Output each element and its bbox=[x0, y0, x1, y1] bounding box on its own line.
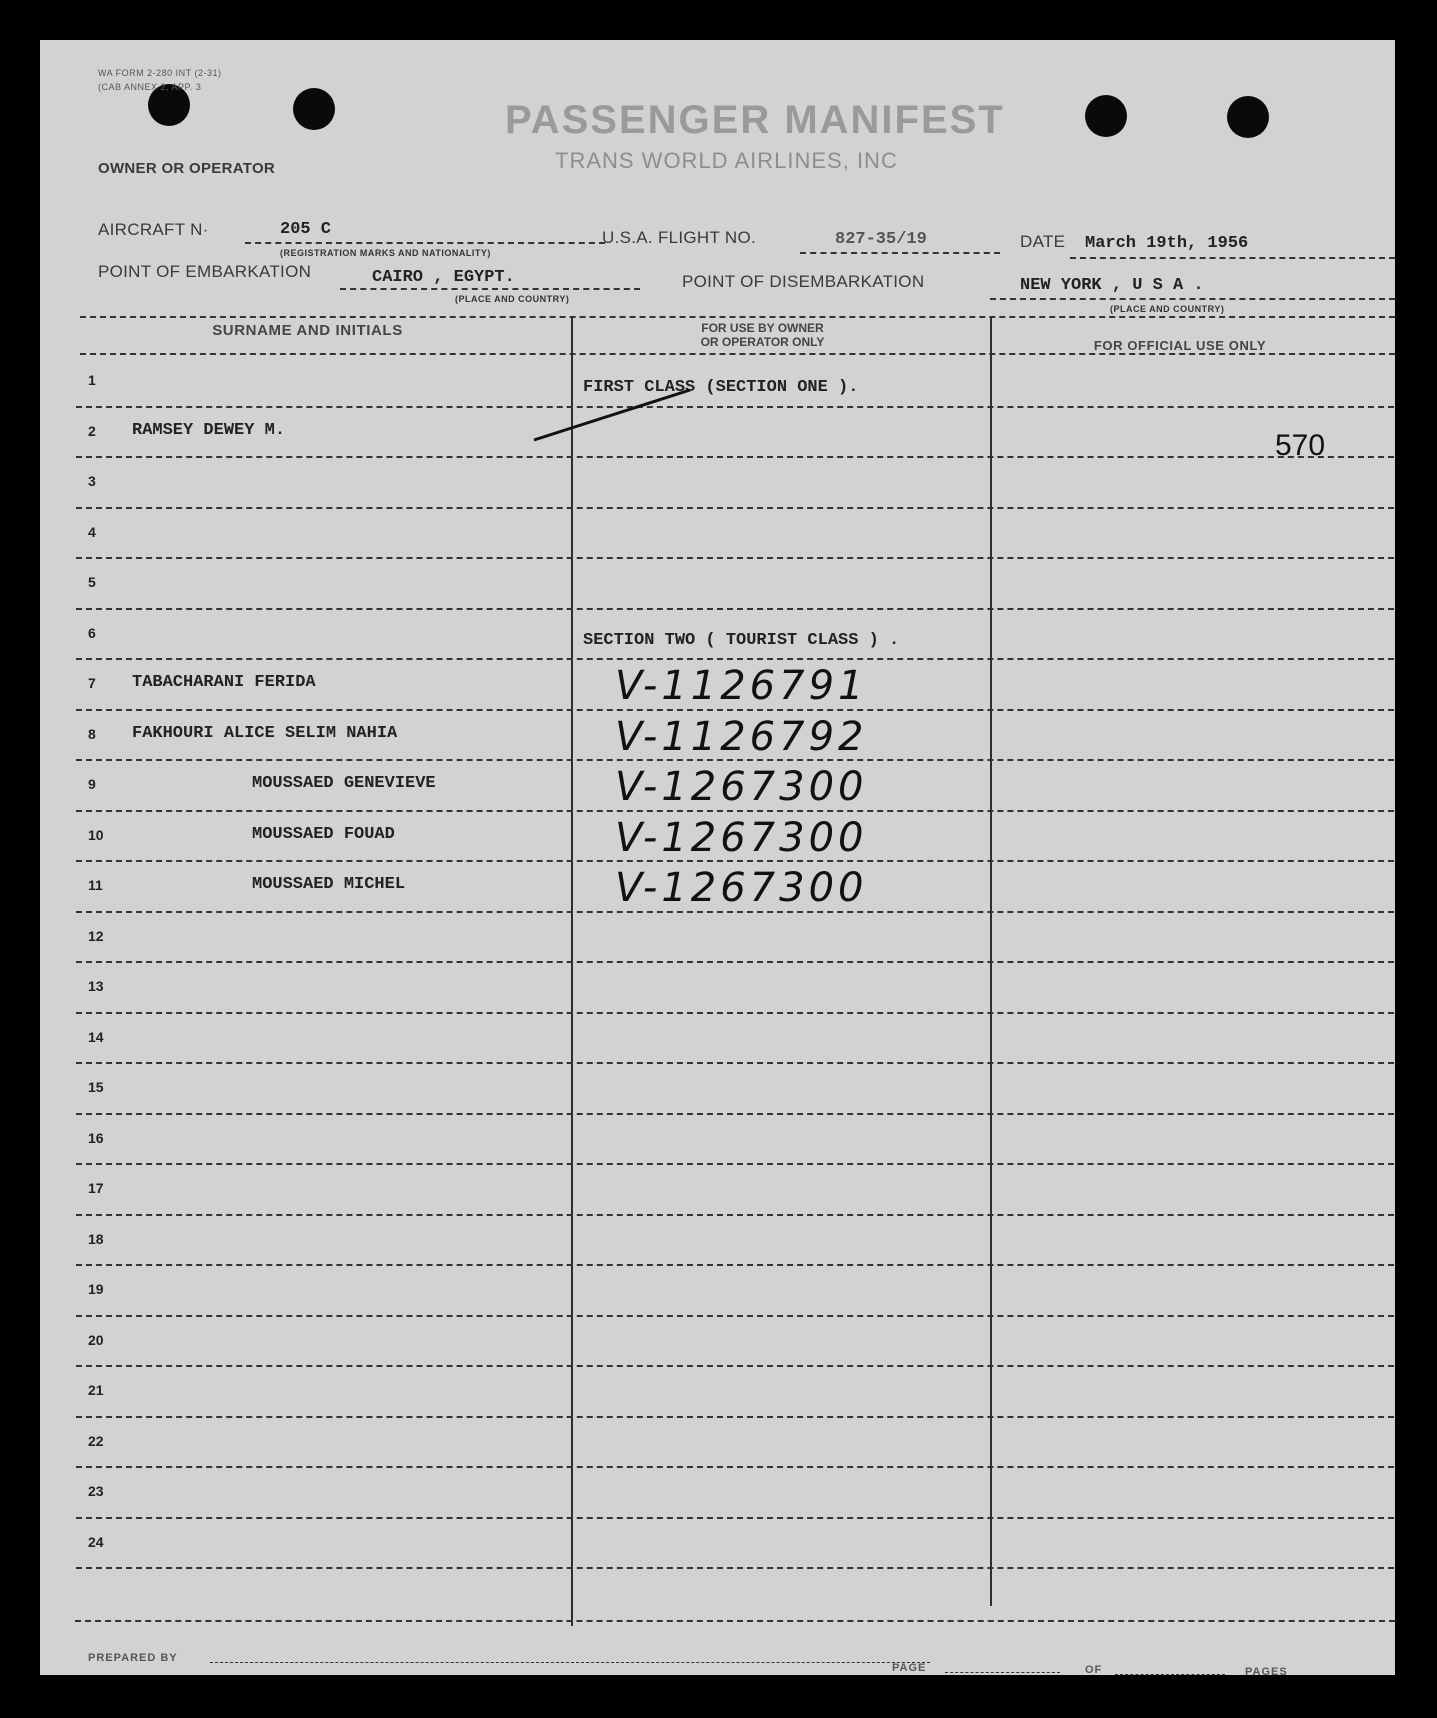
date-value: March 19th, 1956 bbox=[1085, 234, 1249, 253]
row-rule bbox=[76, 1214, 1394, 1216]
row-number: 17 bbox=[88, 1180, 104, 1196]
table-bottom-rule bbox=[75, 1620, 1395, 1622]
of-label: OF bbox=[1085, 1664, 1103, 1676]
row-number: 6 bbox=[88, 624, 96, 641]
row-rule bbox=[76, 658, 1394, 660]
row-rule bbox=[76, 608, 1394, 610]
passenger-surname: MOUSSAED GENEVIEVE bbox=[252, 774, 436, 793]
row-number: 5 bbox=[88, 574, 96, 590]
embark-underline bbox=[340, 288, 640, 290]
row-number: 12 bbox=[88, 927, 104, 944]
embark-label: POINT OF EMBARKATION bbox=[98, 262, 312, 281]
row-rule bbox=[76, 810, 1394, 812]
manifest-title: PASSENGER MANIFEST bbox=[505, 98, 1005, 142]
handwritten-visa-number: V-1267300 bbox=[615, 764, 868, 810]
row-rule bbox=[76, 709, 1394, 711]
row-rule bbox=[76, 1517, 1394, 1519]
column-divider bbox=[571, 316, 573, 1626]
passenger-surname: MOUSSAED MICHEL bbox=[252, 875, 406, 894]
row-number: 24 bbox=[88, 1533, 104, 1550]
row-number: 23 bbox=[88, 1483, 104, 1499]
row-rule bbox=[76, 1416, 1394, 1418]
aircraft-value: 205 C bbox=[280, 220, 332, 239]
row-number: 13 bbox=[88, 978, 104, 994]
page-label: PAGE bbox=[892, 1662, 927, 1674]
row-rule bbox=[76, 507, 1394, 509]
row-rule bbox=[76, 406, 1394, 408]
flight-underline bbox=[800, 252, 1000, 254]
passenger-surname: FAKHOURI ALICE SELIM NAHIA bbox=[132, 723, 398, 743]
handwritten-visa-number: V-1267300 bbox=[615, 814, 868, 861]
owner-label: OWNER OR OPERATOR bbox=[98, 160, 276, 177]
handwritten-visa-number: V-1126791 bbox=[615, 663, 868, 709]
row-number: 22 bbox=[88, 1432, 104, 1449]
row-rule bbox=[76, 1062, 1394, 1064]
aircraft-underline bbox=[245, 242, 605, 244]
row-rule bbox=[76, 860, 1394, 862]
passenger-surname: MOUSSAED FOUAD bbox=[252, 824, 395, 844]
disembark-value: NEW YORK , U S A . bbox=[1020, 276, 1204, 295]
passenger-surname: TABACHARANI FERIDA bbox=[132, 673, 316, 692]
date-label: DATE bbox=[1020, 232, 1066, 251]
row-number: 18 bbox=[88, 1230, 104, 1247]
row-rule bbox=[76, 1113, 1394, 1115]
row-number: 3 bbox=[88, 473, 96, 489]
row-number: 20 bbox=[88, 1331, 104, 1348]
header-bottom-rule bbox=[80, 353, 1395, 355]
embark-value: CAIRO , EGYPT. bbox=[372, 268, 515, 287]
form-code-line1: WA FORM 2-280 INT (2-31) bbox=[98, 68, 222, 78]
row-rule bbox=[76, 1315, 1394, 1317]
col-header-surname: SURNAME AND INITIALS bbox=[212, 322, 403, 339]
embark-caption: (PLACE AND COUNTRY) bbox=[455, 294, 570, 304]
aircraft-caption: (REGISTRATION MARKS AND NATIONALITY) bbox=[280, 248, 491, 258]
row-number: 2 bbox=[88, 422, 96, 439]
handwritten-visa-number: V-1267300 bbox=[615, 865, 868, 911]
row-number: 7 bbox=[88, 675, 96, 691]
passenger-surname: RAMSEY DEWEY M. bbox=[132, 420, 286, 440]
row-rule bbox=[76, 911, 1394, 913]
row-rule bbox=[76, 961, 1394, 963]
row-number: 21 bbox=[88, 1382, 104, 1398]
col-header-official: FOR OFFICIAL USE ONLY bbox=[1093, 338, 1267, 353]
row-rule bbox=[76, 1365, 1394, 1367]
row-number: 19 bbox=[88, 1281, 104, 1297]
col-header-owner-line2: OR OPERATOR ONLY bbox=[700, 335, 825, 349]
row-rule bbox=[76, 1567, 1394, 1569]
row-rule bbox=[76, 1466, 1394, 1468]
prepared-by-label: PREPARED BY bbox=[88, 1652, 178, 1664]
row-rule bbox=[76, 1163, 1394, 1165]
punch-hole bbox=[1085, 95, 1127, 137]
form-code-line2: (CAB ANNEX 2, APP. 3 bbox=[98, 82, 202, 92]
aircraft-label: AIRCRAFT N· bbox=[98, 220, 209, 239]
table-top-rule bbox=[80, 316, 1395, 318]
date-underline bbox=[1070, 257, 1395, 259]
pen-slash-mark bbox=[530, 380, 730, 450]
of-line bbox=[1115, 1674, 1225, 1675]
row-number: 8 bbox=[88, 725, 96, 742]
official-use-entry: 570 bbox=[1275, 428, 1326, 462]
row-number: 16 bbox=[88, 1129, 104, 1146]
row-number: 11 bbox=[88, 877, 103, 893]
page-line bbox=[945, 1672, 1060, 1673]
prepared-by-line bbox=[210, 1662, 930, 1663]
owner-use-entry: SECTION TWO ( TOURIST CLASS ) . bbox=[583, 630, 900, 650]
col-header-owner-line1: FOR USE BY OWNER bbox=[701, 321, 824, 335]
manifest-sheet bbox=[40, 40, 1395, 1678]
row-number: 4 bbox=[88, 523, 96, 540]
pages-label: PAGES bbox=[1245, 1666, 1288, 1678]
disembark-caption: (PLACE AND COUNTRY) bbox=[1110, 304, 1225, 314]
owner-use-entry: FIRST CLASS (SECTION ONE ). bbox=[583, 378, 859, 397]
row-rule bbox=[76, 759, 1394, 761]
punch-hole bbox=[293, 88, 335, 130]
disembark-label: POINT OF DISEMBARKATION bbox=[682, 272, 925, 291]
row-number: 9 bbox=[88, 776, 96, 792]
row-number: 15 bbox=[88, 1079, 104, 1095]
flight-value: 827-35/19 bbox=[835, 230, 927, 249]
row-number: 14 bbox=[88, 1028, 104, 1045]
row-rule bbox=[76, 1264, 1394, 1266]
flight-label: U.S.A. FLIGHT NO. bbox=[602, 228, 757, 247]
handwritten-visa-number: V-1126792 bbox=[615, 713, 868, 760]
row-rule bbox=[76, 456, 1394, 458]
row-rule bbox=[76, 557, 1394, 559]
airline-name: TRANS WORLD AIRLINES, INC bbox=[555, 148, 898, 173]
disembark-underline bbox=[990, 298, 1395, 300]
punch-hole bbox=[1227, 96, 1269, 138]
row-number: 1 bbox=[88, 372, 96, 388]
row-rule bbox=[76, 1012, 1394, 1014]
row-number: 10 bbox=[88, 826, 104, 843]
